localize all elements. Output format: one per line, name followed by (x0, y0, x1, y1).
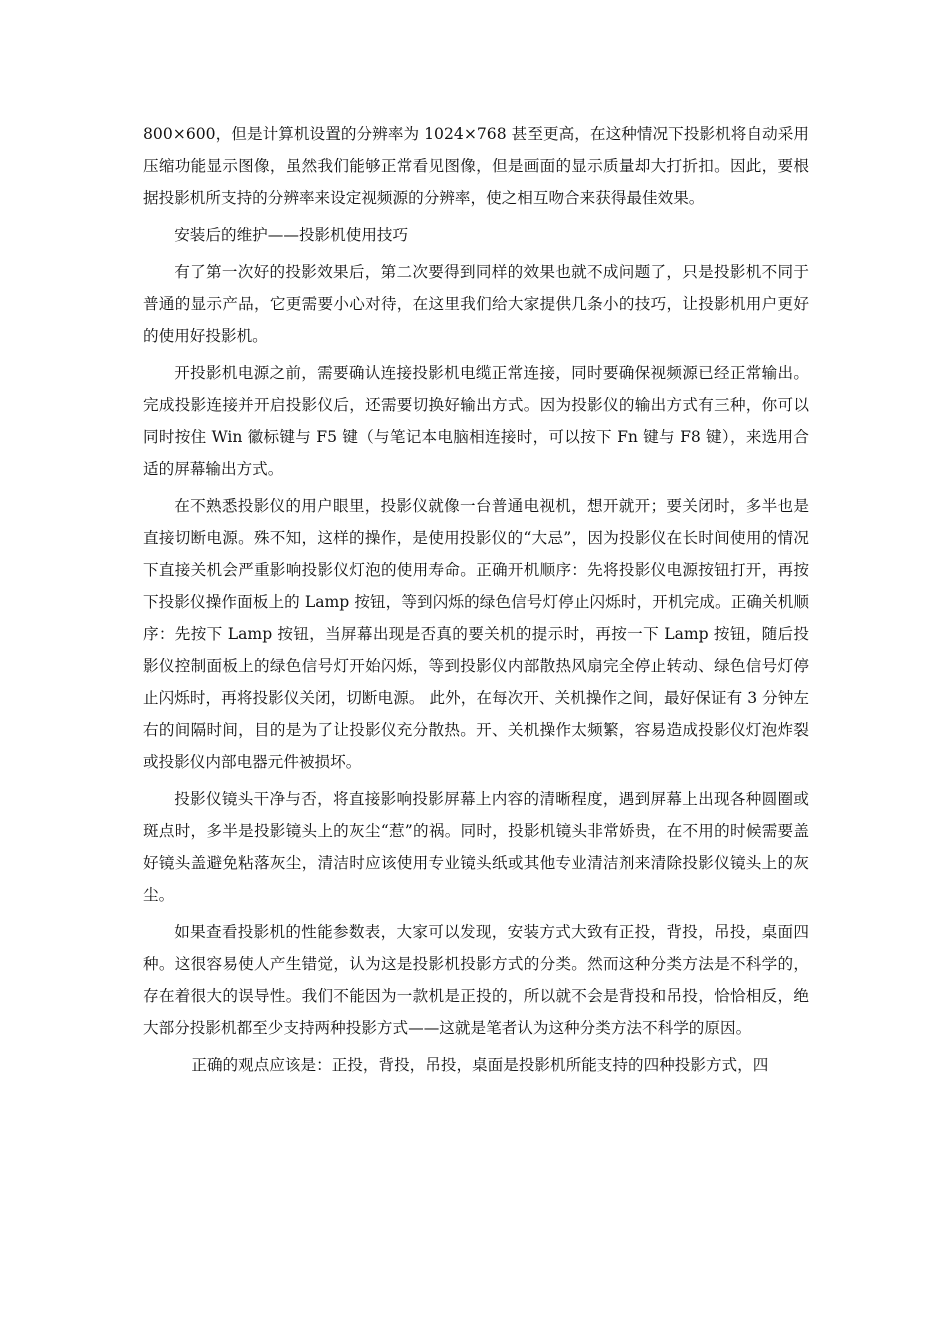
paragraph-power-on: 开投影机电源之前，需要确认连接投影机电缆正常连接，同时要确保视频源已经正常输出。完成投影连接并开启投影仪后，还需要切换好输出方式。因为投影仪的输出方式有三种，你可以同时按住 Win 徽标键与 F5 键（与笔记本电脑相连接时，可以按下 Fn 键与 F8 键），来选用合适的屏幕输出方式。 (143, 364, 809, 478)
paragraph-power-sequence: 在不熟悉投影仪的用户眼里，投影仪就像一台普通电视机，想开就开；要关闭时，多半也是直接切断电源。殊不知，这样的操作，是使用投影仪的“大忌”，因为投影仪在长时间使用的情况下直接关机会严重影响投影仪灯泡的使用寿命。正确开机顺序：先将投影仪电源按钮打开，再按下投影仪操作面板上的 Lamp 按钮，等到闪烁的绿色信号灯停止闪烁时，开机完成。正确关机顺序：先按下 Lamp 按钮，当屏幕出现是否真的要关机的提示时，再按一下 Lamp 按钮，随后投影仪控制面板上的绿色信号灯开始闪烁，等到投影仪内部散热风扇完全停止转动、绿色信号灯停止闪烁时，再将投影仪关闭，切断电源。 此外，在每次开、关机操作之间，最好保证有 3 分钟左右的间隔时间，目的是为了让投影仪充分散热。开、关机操作太频繁，容易造成投影仪灯泡炸裂或投影仪内部电器元件被损坏。 (143, 497, 809, 771)
document-body (143, 118, 809, 1086)
paragraph-resolution: 800×600，但是计算机设置的分辨率为 1024×768 甚至更高，在这种情况下投影机将自动采用压缩功能显示图像，虽然我们能够正常看见图像，但是画面的显示质量却大打折扣。因此，要根据投影机所支持的分辨率来设定视频源的分辨率，使之相互吻合来获得最佳效果。 (143, 125, 809, 207)
section-heading-maintenance: 安装后的维护——投影机使用技巧 (174, 226, 409, 244)
paragraph-lens-cleaning: 投影仪镜头干净与否，将直接影响投影屏幕上内容的清晰程度，遇到屏幕上出现各种圆圈或斑点时，多半是投影镜头上的灰尘“惹”的祸。同时，投影机镜头非常娇贵，在不用的时候需要盖好镜头盖避免粘落灰尘，清洁时应该使用专业镜头纸或其他专业清洁剂来清除投影仪镜头上的灰尘。 (143, 790, 809, 904)
paragraph-tips-intro: 有了第一次好的投影效果后，第二次要得到同样的效果也就不成问题了，只是投影机不同于普通的显示产品，它更需要小心对待，在这里我们给大家提供几条小的技巧，让投影机用户更好的使用好投影机。 (143, 263, 809, 345)
paragraph-correct-view: 正确的观点应该是：正投，背投，吊投，桌面是投影机所能支持的四种投影方式，四 (191, 1056, 769, 1074)
paragraph-install-methods: 如果查看投影机的性能参数表，大家可以发现，安装方式大致有正投，背投，吊投，桌面四种。这很容易使人产生错觉，认为这是投影机投影方式的分类。然而这种分类方法是不科学的，存在着很大的误导性。我们不能因为一款机是正投的，所以就不会是背投和吊投，恰恰相反，绝大部分投影机都至少支持两种投影方式——这就是笔者认为这种分类方法不科学的原因。 (143, 923, 809, 1037)
